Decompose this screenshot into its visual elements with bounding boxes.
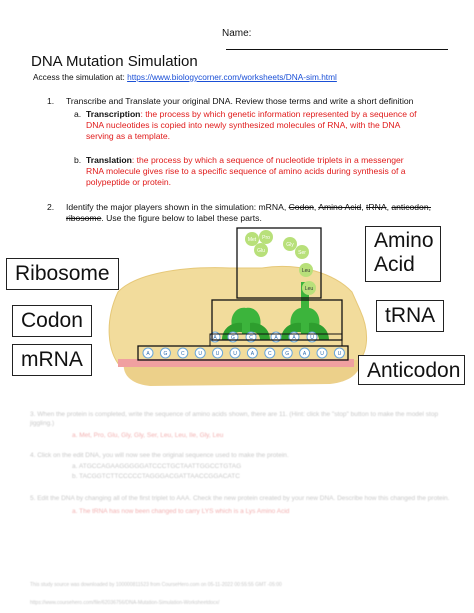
anticodon-base: A [292,335,296,341]
player-anticodon: anticodon, [391,202,432,212]
label-amino-acid-1: Amino [374,229,434,252]
name-blank [226,40,448,50]
q1-b-def-1: : the process by which a sequence of nucleotide triplets in a messenger [131,155,404,165]
access-line [33,72,337,82]
q1-b-term: Translation [86,155,132,165]
anticodon-base: A [274,335,278,341]
q3-text: 3. When the protein is completed, write the sequence of amino acids shown, there are 11. (Hint: click the "stop" button to make the model stop jiggling.) [30,411,439,427]
q1-text: Transcribe and Translate your original DNA. Review those terms and write a short definition [66,96,414,106]
label-amino-acid-2: Acid [374,253,415,276]
name-label: Name: [222,28,252,39]
label-mrna: mRNA [12,344,92,376]
label-codon: Codon [12,305,92,337]
q2-prefix: Identify the major players shown in the simulation: [66,202,259,212]
q1-b-def-2: RNA molecule gives rise to a specific sequence of amino acids during synthesis of a [86,166,406,176]
q4-a: a. ATGCCAGAAGGGGGATCCCTGCTAATTGGCCTGTAG [72,463,242,470]
mrna-base: A [302,351,307,357]
q3-answer: a. Met, Pro, Glu, Gly, Gly, Ser, Leu, Leu, Ile, Gly, Leu [72,432,224,439]
mrna-base: U [233,351,237,357]
amino-acid-label: Gly [286,242,294,248]
q1-a-answer [86,109,456,142]
q1-a-letter: a. [74,109,82,119]
player-amino-acid: Amino Acid [318,202,362,212]
q1-a-def-1: : the process by which genetic information represented by a sequence of [140,109,417,119]
page-title: DNA Mutation Simulation [31,53,198,70]
anticodon-base: C [249,335,253,341]
mrna-base: U [215,351,220,357]
amino-acid-label: Ser [298,250,306,256]
player-trna: tRNA [366,202,387,212]
q5-text: 5. Edit the DNA by changing all of the first triplet to AAA. Check the new protein created by your new DNA. Describe how this changed the protein. [30,495,450,502]
q5-answer: a. The tRNA has now been changed to carry LYS which is a Lys Amino Acid [72,508,290,515]
label-amino-acid [365,226,441,282]
amino-acid-label: Pro [262,235,270,241]
anticodon-base: A [213,335,217,341]
amino-acid-label: Glu [257,248,265,254]
q1-a-def-2: DNA nucleotides is copied into newly synthesized molecules of RNA, with the DNA [86,120,401,130]
q1-b-def-3: polypeptide or protein. [86,177,172,187]
mrna-base: G [285,351,290,357]
mrna-base: C [267,351,272,357]
q2-suffix: . Use the figure below to label these parts. [101,213,262,223]
name-field [222,28,474,50]
mrna-base: G [163,351,168,357]
player-ribosome: ribosome [66,213,102,223]
label-ribosome: Ribosome [6,258,119,290]
amino-acid-label: Met [247,237,257,243]
q1-a-term: Transcription [86,109,141,119]
mrna-base: A [146,351,150,357]
amino-acid-label: Leu [304,286,314,292]
player-codon: Codon [288,202,314,212]
q4-text: 4. Click on the edit DNA, you will now see the original sequence used to make the protein. [30,452,289,459]
player-mrna: mRNA [258,202,284,212]
label-anticodon: Anticodon [358,355,465,385]
q1-b-answer [86,155,456,188]
q1-number: 1. [47,96,55,106]
footer-url: https://www.coursehero.com/file/62036756/DNA-Mutation-Simulation-Worksheetdocx/ [30,600,220,606]
mrna-base: U [320,351,324,357]
anticodon-base: U [310,335,314,341]
access-link[interactable]: https://www.biologycorner.com/worksheets/DNA-sim.html [127,72,337,82]
access-prefix: Access the simulation at: [33,72,128,82]
q2-text: Identify the major players shown in the simulation: mRNA, Codon, Amino Acid, tRNA, anticodon, ribosome. Use the figure below to label these parts. [66,202,432,223]
footer-source: This study source was downloaded by 100000811523 from CourseHero.com on 05-11-2022 00:55:55 GMT -05:00 [30,582,282,588]
mrna-base: U [198,351,203,357]
mrna-base: C [180,351,185,357]
q1-a-def-3: serving as a template. [86,131,171,141]
mrna-base: U [337,351,342,357]
faded-section [30,410,450,515]
label-trna: tRNA [376,300,444,332]
q1-b-letter: b. [74,155,82,165]
amino-acid-label: Leu [301,268,311,274]
q2-number: 2. [47,202,55,212]
q4-b: b. TACGGTCTTCCCCCTAGGGACGATTAACCGGACATC [72,473,240,480]
anticodon-base: G [231,335,235,341]
mrna-base: A [250,351,255,357]
